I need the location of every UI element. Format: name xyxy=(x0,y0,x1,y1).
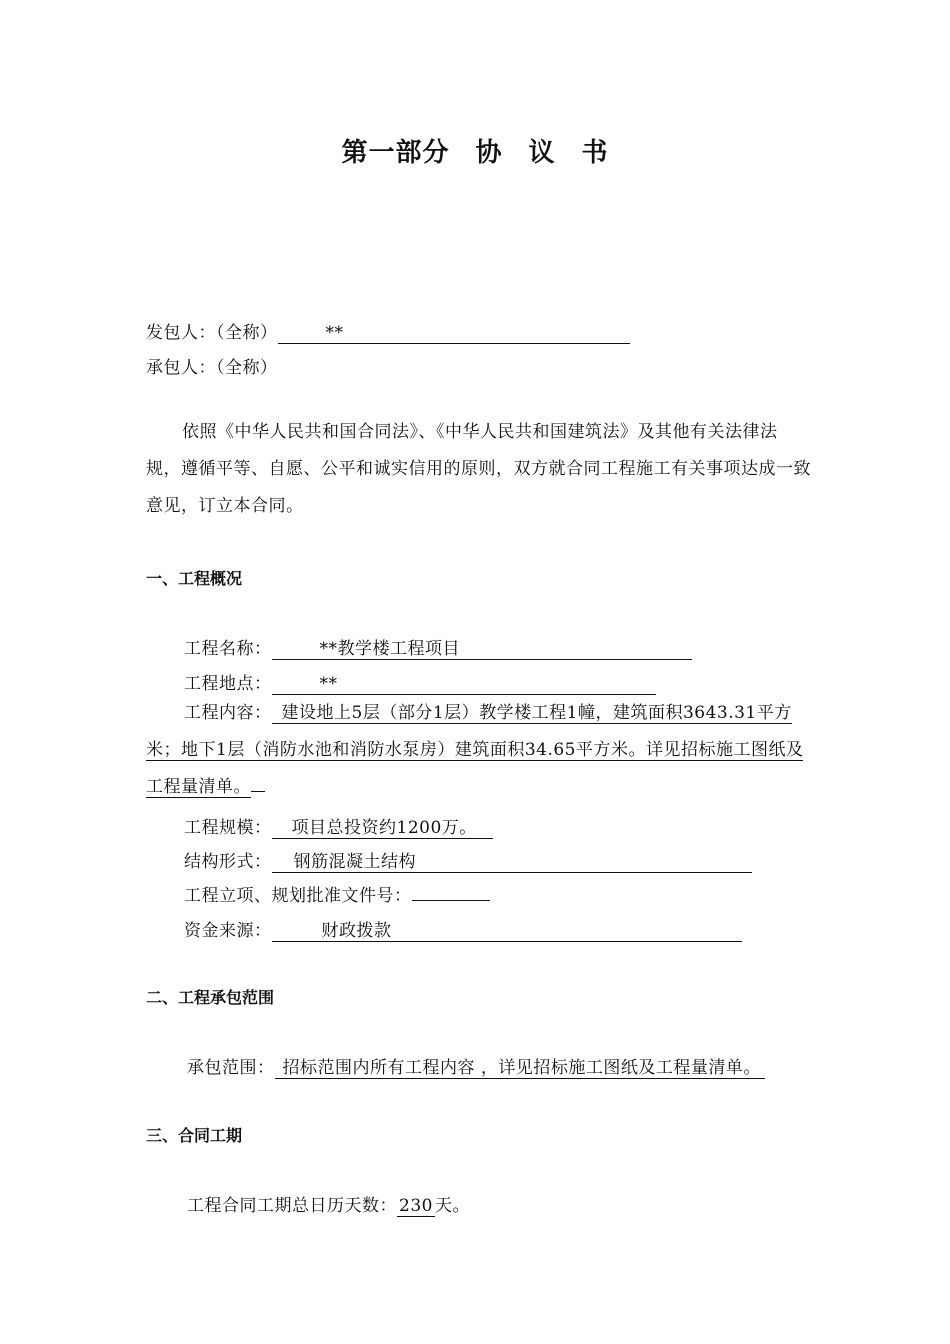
employer-value: ** xyxy=(325,323,344,343)
structure-label: 结构形式： xyxy=(184,852,272,872)
title-word-1: 协 xyxy=(475,138,503,168)
employer-line xyxy=(146,318,630,344)
project-name-line xyxy=(184,634,692,660)
title-word-2: 议 xyxy=(528,138,556,168)
duration-unit: 天。 xyxy=(434,1196,470,1216)
funding-field xyxy=(272,916,742,942)
section-2-heading: 二、工程承包范围 xyxy=(146,988,275,1007)
scope-line xyxy=(187,1053,765,1079)
project-content-paragraph xyxy=(146,695,811,806)
project-location-field xyxy=(272,674,656,695)
project-name-field xyxy=(272,634,692,660)
project-name-label: 工程名称： xyxy=(184,639,272,659)
duration-days: 230 xyxy=(399,1196,433,1216)
funding-line xyxy=(184,916,742,942)
employer-value-field xyxy=(278,323,630,344)
project-location-value: ** xyxy=(319,674,338,694)
project-scale-line xyxy=(184,813,493,839)
funding-value: 财政拨款 xyxy=(321,921,392,941)
project-scale-value: 项目总投资约1200万。 xyxy=(272,813,493,839)
page-title xyxy=(0,132,950,169)
section-3-heading: 三、合同工期 xyxy=(146,1126,243,1145)
scope-label: 承包范围： xyxy=(187,1058,275,1078)
project-location-label: 工程地点： xyxy=(184,674,272,694)
title-word-3: 书 xyxy=(581,138,609,168)
approval-label: 工程立项、规划批准文件号： xyxy=(184,886,412,906)
scope-value: 招标范围内所有工程内容 ，详见招标施工图纸及工程量清单。 xyxy=(275,1053,765,1079)
intro-paragraph: 依照《中华人民共和国合同法》、《中华人民共和国建筑法》及其他有关法律法规，遵循平等、自愿、公平和诚实信用的原则，双方就合同工程施工有关事项达成一致意见，订立本合同。 xyxy=(146,422,811,516)
structure-line xyxy=(184,847,752,873)
content-trailing-underline xyxy=(251,791,265,792)
structure-field xyxy=(272,847,752,873)
contractor-label: 承包人：（全称） xyxy=(146,358,278,378)
funding-label: 资金来源： xyxy=(184,921,272,941)
employer-label: 发包人：（全称） xyxy=(146,323,278,343)
project-location-line xyxy=(184,669,656,695)
project-content-label: 工程内容： xyxy=(184,703,272,723)
project-name-value: **教学楼工程项目 xyxy=(319,639,460,659)
contractor-line xyxy=(146,353,278,378)
duration-line xyxy=(187,1191,470,1217)
section-1-heading: 一、工程概况 xyxy=(146,569,243,588)
duration-label: 工程合同工期总日历天数： xyxy=(187,1196,397,1216)
approval-line xyxy=(184,881,490,906)
project-content-value: 建设地上5层（部分1层）教学楼工程1幢，建筑面积3643.31平方米；地下1层（消防水池和消防水泵房）建筑面积34.65平方米。详见招标施工图纸及工程量清单。 xyxy=(146,703,804,797)
structure-value: 钢筋混凝土结构 xyxy=(293,852,416,872)
approval-blank xyxy=(412,882,490,901)
project-scale-label: 工程规模： xyxy=(184,818,272,838)
title-part: 第一部分 xyxy=(341,138,450,168)
